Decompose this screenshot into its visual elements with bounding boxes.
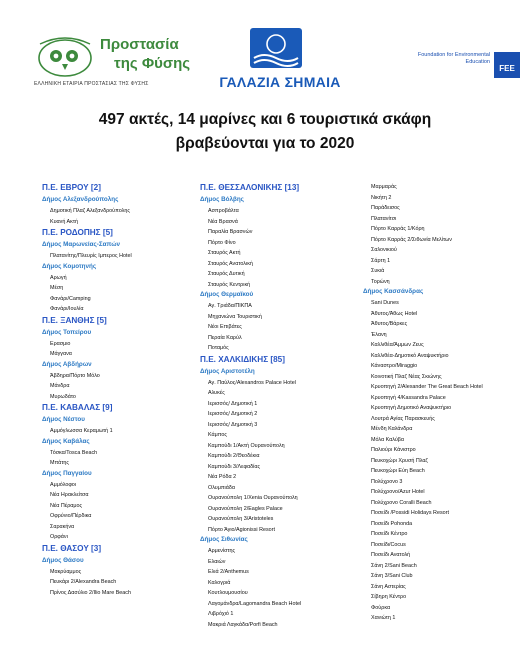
beach-item: Πευκοχώρι Χρυσή Πλαζ bbox=[371, 457, 428, 464]
protasia-fysis-logo bbox=[34, 34, 191, 94]
region-heading: Π.Ε. ΚΑΒΑΛΑΣ [9] bbox=[42, 403, 113, 412]
beach-item: Τορώνη bbox=[371, 278, 390, 285]
region-heading: Π.Ε. ΧΑΛΚΙΔΙΚΗΣ [85] bbox=[200, 354, 285, 364]
beach-item: Ποσείδι Κέντρο bbox=[371, 531, 408, 537]
beach-item: Μένδη Καλάνδρα bbox=[371, 426, 413, 432]
beach-item: Νέα Βρασνά bbox=[208, 218, 238, 225]
municipality-heading: Δήμος Καβάλας bbox=[42, 437, 90, 445]
fee-logo bbox=[414, 52, 524, 82]
beach-item: Sani Dunes bbox=[371, 300, 399, 306]
beach-item: Σάνη 3/Sani Club bbox=[371, 573, 413, 579]
beach-item: Ορφάνι bbox=[50, 534, 68, 540]
beach-item: Φούρκα bbox=[371, 604, 391, 611]
beach-item: Ιερισσός/ Δημοτική 3 bbox=[208, 421, 258, 428]
beach-item: Μάγγανα bbox=[50, 351, 72, 357]
beach-item: Κρυοπηγή 4/Kassandra Palace bbox=[371, 394, 446, 401]
beach-item: Παράδεισος bbox=[371, 205, 400, 211]
beach-item: Πευκοχώρι Εύη Beach bbox=[371, 468, 425, 474]
municipality-heading: Δήμος Αλεξανδρούπολης bbox=[42, 196, 119, 203]
beach-item: Δημοτική Πλαζ Αλεξανδρούπολης bbox=[50, 208, 130, 214]
beach-item: Κρυοπηγή Δημοτικό Αναψυκτήριο bbox=[371, 405, 452, 411]
column-2 bbox=[200, 182, 301, 630]
beach-item: Πόρτο Καρράς 1/Κόρη bbox=[371, 226, 425, 232]
beach-item: Νέοι Επιβάτες bbox=[208, 324, 242, 330]
beach-item: Αρωγή bbox=[50, 274, 67, 281]
beach-item: Πλατανίτσι bbox=[371, 215, 397, 222]
municipality-heading: Δήμος Σιθωνίας bbox=[200, 536, 248, 543]
beach-item: Σαρακήνα bbox=[50, 523, 75, 530]
beach-item: Αλυκές bbox=[208, 390, 225, 396]
beach-item: Φανάρι/Ιουλία bbox=[50, 306, 84, 312]
beach-item: Άβδηρα/Πόρτο Μόλο bbox=[50, 372, 100, 379]
beach-item: Χανιώτη 1 bbox=[371, 615, 396, 621]
municipality-heading: Δήμος Βόλβης bbox=[200, 196, 244, 203]
beach-item: Καλογριά bbox=[208, 579, 231, 586]
municipality-heading: Δήμος Αβδήρων bbox=[42, 360, 92, 368]
beach-item: Πολύχρονο 3 bbox=[371, 478, 403, 485]
beach-item: Τόσκα/Tosca Beach bbox=[50, 449, 98, 456]
beach-item: Άθυτος/Βάρκες bbox=[371, 321, 408, 327]
owl-icon bbox=[34, 34, 96, 80]
beach-item: Πολύχρονο/Azur Hotel bbox=[371, 489, 425, 495]
beach-item: Σάρτη 1 bbox=[371, 257, 391, 264]
beach-item: Σταυρός Ανατολική bbox=[208, 260, 253, 267]
beach-item: Ελαιών bbox=[208, 558, 226, 565]
header bbox=[0, 0, 530, 100]
beach-item: Ουρανούπολη 3/Aristoteles bbox=[208, 516, 274, 522]
beach-item: Ποσείδι Pohonda bbox=[371, 520, 413, 527]
beach-item: Πολύχρονο Coralli Beach bbox=[371, 499, 432, 506]
beach-item: Αρμενίστης bbox=[208, 548, 236, 554]
title-line2: βραβεύονται για το 2020 bbox=[175, 135, 355, 152]
beach-item: Καλλιθέα/Άμμων Ζευς bbox=[371, 342, 424, 348]
beach-item: Ποσείδι/Cocus bbox=[371, 541, 406, 548]
beach-item: Νέα Ρόδα 2 bbox=[208, 474, 237, 480]
beach-item: Μυρωδάτο bbox=[50, 393, 76, 400]
beach-item: Λουτρά Αγίας Παρασκευής bbox=[371, 415, 435, 422]
beach-item: Φανάρι/Camping bbox=[50, 295, 91, 302]
region-heading: Π.Ε. ΘΑΣΟΥ [3] bbox=[42, 543, 102, 553]
beach-item: Μηχανιώνα Τουριστική bbox=[208, 313, 262, 320]
beach-item: Σταυρός Ακτή bbox=[208, 250, 241, 256]
beach-item: Περαία Καρύλ bbox=[208, 334, 242, 341]
beach-item: Πόρτο Φίνο bbox=[208, 239, 236, 246]
beach-item: Ποταμός bbox=[208, 345, 229, 351]
logo1-subtitle: ΕΛΛΗΝΙΚΗ ΕΤΑΙΡΙΑ ΠΡΟΣΤΑΣΙΑΣ ΤΗΣ ΦΥΣΗΣ bbox=[34, 81, 149, 87]
beach-item: Λαγομάνδρα/Lagomandra Beach Hotel bbox=[208, 600, 302, 607]
municipality-heading: Δήμος Θερμαϊκού bbox=[200, 291, 254, 298]
fee-text: Foundation for Environmental Education bbox=[417, 52, 490, 65]
municipality-heading: Δήμος Κασσάνδρας bbox=[363, 288, 424, 295]
beach-item: Σταυρός Κεντρική bbox=[208, 281, 251, 288]
beach-item: Σταυρός Δυτική bbox=[208, 271, 245, 277]
beach-item: Παλιούρι Κάνιστρο bbox=[371, 447, 416, 453]
beach-item: Κρυοπηγή 2/Alexander The Great Beach Hotel bbox=[371, 384, 483, 390]
beach-item: Καμπούδι 3/Λεφαδίας bbox=[208, 463, 261, 470]
beach-item: Σάνη 2/Sani Beach bbox=[371, 562, 417, 569]
beach-item: Ασπροβάλτα bbox=[208, 208, 239, 214]
municipality-heading: Δήμος Θάσου bbox=[42, 556, 84, 564]
beach-item: Συκιά bbox=[371, 268, 385, 274]
municipality-heading: Δήμος Παγγαίου bbox=[42, 469, 92, 477]
region-heading: Π.Ε. ΞΑΝΘΗΣ [5] bbox=[42, 315, 107, 325]
beach-item: Καμπούδι 2/Θεοδέκια bbox=[208, 453, 260, 459]
beach-item: Λιβρόχιό 1 bbox=[208, 611, 234, 617]
beach-item: Καμπούδι 1/Ακτή Ουρανούπολη bbox=[208, 442, 285, 449]
beach-item: Αμμόγλωσσα Κεραμωτή 1 bbox=[50, 428, 113, 434]
beach-item: Πόρτο Καρράς 2/Σιθωνία Μελίτων bbox=[371, 236, 452, 243]
beach-item: Κοινοτική Πλαζ Νέας Σκιώνης bbox=[371, 373, 442, 380]
beach-item: Κάμπος bbox=[208, 432, 227, 438]
beach-item: Αγ. Τριάδα/ΠΙΚΠΑ bbox=[208, 303, 252, 309]
beach-item: Ποσείδι Ανατολή bbox=[371, 552, 411, 558]
title-line1: 497 ακτές, 14 μαρίνες και 6 τουριστικά σκάφη bbox=[98, 111, 432, 128]
beach-item: Κυανή Ακτή bbox=[50, 218, 78, 225]
beach-item: Ιερισσός/ Δημοτική 1 bbox=[208, 400, 258, 407]
beach-item: Νικήτη 2 bbox=[371, 194, 392, 201]
beach-item: Ελιά 2/Anthemus bbox=[208, 569, 249, 575]
page-title bbox=[0, 108, 530, 156]
region-heading: Π.Ε. ΡΟΔΟΠΗΣ [5] bbox=[42, 228, 113, 237]
beach-item: Νέα Πέραμος bbox=[50, 502, 83, 509]
beach-item: Μαρμαράς bbox=[371, 184, 397, 190]
blue-flag-text: ΓΑΛΑΖΙΑ ΣΗΜΑΙΑ bbox=[219, 74, 341, 90]
beach-item: Νέα Ηρακλείτσα bbox=[50, 492, 89, 498]
beach-item: Παραλία Βρασνών bbox=[208, 229, 253, 235]
beach-item: Οφρύνιο/Πέρδικα bbox=[50, 513, 92, 519]
beach-item: Καλλιθέα-Δημοτικό Αναψυκτήριο bbox=[371, 352, 449, 359]
municipality-heading: Δήμος Κομοτηνής bbox=[42, 262, 97, 270]
logo1-line2: της Φύσης bbox=[114, 55, 191, 72]
beach-item: Σίβηρη Κέντρο bbox=[371, 594, 407, 600]
region-heading: Π.Ε. ΘΕΣΣΑΛΟΝΙΚΗΣ [13] bbox=[200, 183, 300, 192]
beach-item: Κάναστρο/Miraggio bbox=[371, 363, 418, 369]
beach-item: Μόλα Καλύβα bbox=[371, 436, 404, 443]
logo1-line1: Προστασία bbox=[100, 36, 179, 53]
beach-item: Αμμόλοφοι bbox=[50, 481, 77, 488]
beach-item: Πευκάρι 2/Alexandra Beach bbox=[50, 579, 117, 585]
beach-item: Αγ. Παύλος/Alexandros Palace Hotel bbox=[208, 379, 296, 386]
beach-item: Ερασμιο bbox=[50, 340, 71, 347]
beach-item: Μπάτης bbox=[50, 460, 69, 466]
municipality-heading: Δήμος Τοπείρου bbox=[42, 328, 92, 336]
column-3 bbox=[363, 182, 483, 624]
beach-item: Πόρτο Άγιο/Agionissi Resort bbox=[208, 526, 275, 533]
beach-item: Σαλονικιού bbox=[371, 247, 397, 253]
beach-item: Έλανη bbox=[371, 331, 387, 338]
beach-item: Ποσείδι /Possidi Holidays Resort bbox=[371, 510, 449, 516]
region-heading: Π.Ε. ΕΒΡΟΥ [2] bbox=[42, 183, 101, 192]
column-1 bbox=[42, 182, 132, 598]
beach-item: Κουτλουμουσίου bbox=[208, 590, 248, 596]
beach-item: Μάνδρα bbox=[50, 383, 70, 389]
beach-item: Μακριά Λαγκάδα/Porfi Beach bbox=[208, 621, 278, 628]
municipality-heading: Δήμος Αριστοτέλη bbox=[200, 367, 255, 375]
fee-badge: FEE bbox=[494, 52, 520, 78]
municipality-heading: Δήμος Νέστου bbox=[42, 416, 85, 423]
beach-item: Μακρύαμμος bbox=[50, 568, 82, 575]
beach-item: Άθυτος/Άθως Hotel bbox=[371, 310, 418, 317]
beach-item: Σάνη Αστερίας bbox=[371, 583, 406, 590]
blue-flag-logo bbox=[210, 28, 350, 90]
municipality-heading: Δήμος Μαρωνείας-Σαπών bbox=[42, 241, 121, 248]
beach-item: Ολυμπιάδα bbox=[208, 484, 235, 491]
beach-item: Μέση bbox=[50, 285, 64, 291]
blue-flag-icon bbox=[250, 28, 302, 68]
beach-item: Πρίνος Δασύλιο 2/Ilio Mare Beach bbox=[50, 589, 131, 596]
beach-item: Ουρανούπολη 1/Xenia Ουρανούπολη bbox=[208, 495, 298, 501]
beach-item: Ιερισσός/ Δημοτική 2 bbox=[208, 411, 258, 417]
beach-item: Πλατανίτης/Πλευρίς Ιμπερος Hotel bbox=[50, 253, 132, 259]
beach-item: Ουρανούπολη 2/Eagles Palace bbox=[208, 505, 283, 512]
